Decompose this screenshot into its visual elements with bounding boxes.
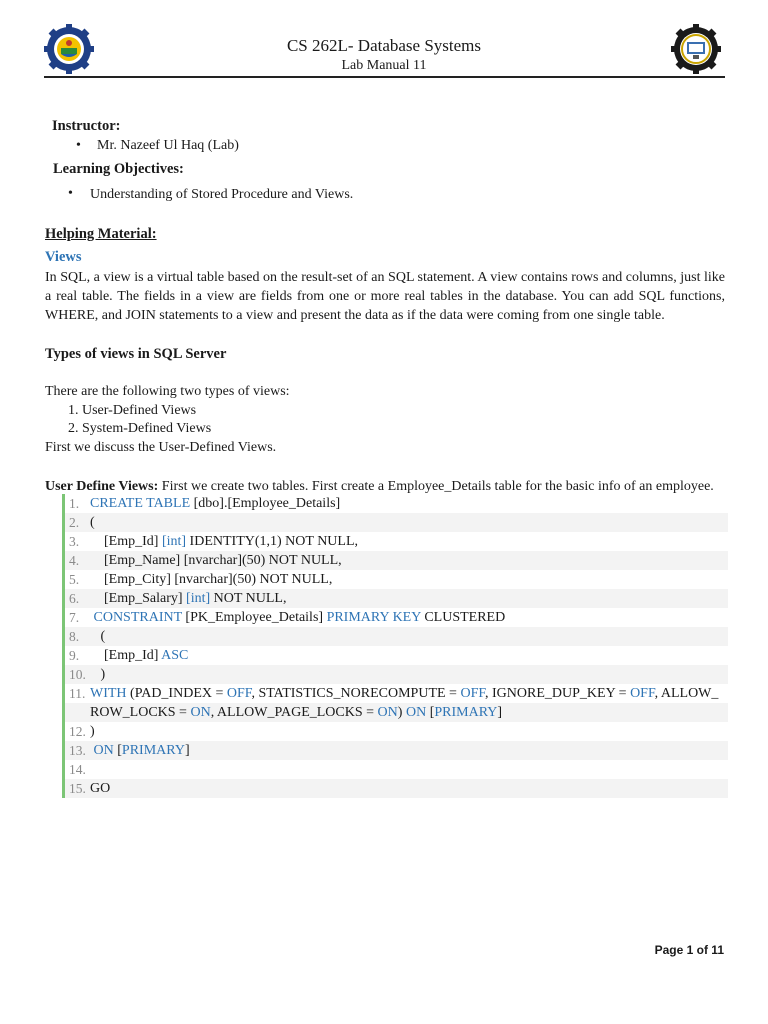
sql-keyword: PRIMARY KEY (326, 610, 421, 625)
sql-token: , ALLOW_ (654, 686, 719, 701)
code-text (90, 608, 505, 627)
code-line (65, 741, 728, 760)
sql-token: [Emp_Name] [nvarchar](50) NOT NULL, (90, 553, 342, 568)
instructor-label: Instructor: (52, 118, 121, 134)
types-intro: There are the following two types of views: (45, 384, 290, 399)
code-line (65, 779, 728, 798)
code-line (65, 551, 728, 570)
user-define-label: User Define Views: (45, 479, 159, 494)
code-text (90, 703, 502, 722)
types-heading: Types of views in SQL Server (45, 346, 227, 362)
line-number: 13. (69, 743, 86, 758)
user-define-text: First we create two tables. First create a Employee_Details table for the basic info of an employee. (158, 479, 714, 494)
types-list-item: 2. System-Defined Views (68, 421, 212, 436)
sql-token: ROW_LOCKS = (90, 705, 191, 720)
sql-keyword: CONSTRAINT (90, 610, 182, 625)
sql-keyword: ON (90, 743, 114, 758)
line-number: 6. (69, 591, 80, 606)
code-line (65, 513, 728, 532)
user-define-line (45, 479, 714, 495)
sql-code-block (62, 494, 728, 798)
sql-token: [PK_Employee_Details] (181, 610, 327, 625)
code-line (65, 589, 728, 608)
helping-material-heading: Helping Material: (45, 226, 157, 242)
line-number: 8. (69, 629, 80, 644)
bullet-icon: • (68, 186, 73, 201)
department-seal-icon (671, 24, 721, 74)
code-text (90, 684, 718, 703)
code-line (65, 627, 728, 646)
code-line (65, 760, 728, 779)
sql-token: , STATISTICS_NORECOMPUTE = (251, 686, 461, 701)
sql-keyword: ASC (161, 648, 189, 663)
line-number: 11. (69, 686, 86, 701)
code-line (65, 722, 728, 741)
sql-token: ] (184, 743, 190, 758)
code-text (90, 646, 188, 665)
code-line (65, 570, 728, 589)
code-text (90, 722, 95, 741)
sql-keyword: ON (405, 705, 427, 720)
sql-token: ) (90, 724, 95, 739)
sql-token: [Emp_Salary] (90, 591, 187, 606)
code-line (65, 703, 728, 722)
line-number: 2. (69, 515, 80, 530)
sql-token: ) (90, 667, 106, 682)
code-line (65, 532, 728, 551)
code-text (90, 779, 110, 798)
objective-item: Understanding of Stored Procedure and Views. (90, 187, 354, 202)
sql-token: [ (426, 705, 435, 720)
sql-keyword: [int] (186, 591, 211, 606)
sql-token: ( (90, 629, 106, 644)
code-text (90, 665, 105, 684)
code-text (90, 589, 286, 608)
code-line (65, 684, 728, 703)
sql-token: ] (497, 705, 503, 720)
code-line (65, 608, 728, 627)
sql-keyword: ON (190, 705, 211, 720)
sql-token: CLUSTERED (420, 610, 506, 625)
code-line (65, 494, 728, 513)
line-number: 12. (69, 724, 86, 739)
code-text (90, 551, 342, 570)
views-heading: Views (45, 249, 82, 265)
code-text (90, 494, 340, 513)
code-text (90, 532, 358, 551)
line-number: 4. (69, 553, 80, 568)
sql-keyword: WITH (90, 686, 127, 701)
code-line (65, 665, 728, 684)
sql-token: GO (90, 781, 111, 796)
code-text (90, 741, 190, 760)
line-number: 15. (69, 781, 86, 796)
line-number: 9. (69, 648, 80, 663)
objectives-label: Learning Objectives: (53, 161, 184, 177)
sql-keyword: OFF (630, 686, 655, 701)
code-line (65, 646, 728, 665)
views-paragraph: In SQL, a view is a virtual table based on the result-set of an SQL statement. A view contains rows and columns, just like a real table. The fields in a view are fields from one or more real tables in the database. You can add SQL functions, WHERE, and JOIN statements to a view and present the data as if the data were coming from one single table. (45, 270, 725, 323)
instructor-name: Mr. Nazeef Ul Haq (Lab) (97, 138, 239, 153)
code-text (90, 570, 332, 589)
line-number: 1. (69, 496, 80, 511)
sql-token: [ (113, 743, 122, 758)
sql-token: , ALLOW_PAGE_LOCKS = (210, 705, 378, 720)
sql-token: ) (397, 705, 406, 720)
sql-keyword: ON (377, 705, 398, 720)
sql-token: [dbo].[Employee_Details] (190, 496, 341, 511)
sql-keyword: OFF (226, 686, 252, 701)
sql-keyword: PRIMARY (434, 705, 498, 720)
line-number: 3. (69, 534, 80, 549)
sql-token: IDENTITY(1,1) NOT NULL, (186, 534, 359, 549)
sql-token: , IGNORE_DUP_KEY = (485, 686, 631, 701)
sql-token: ( (90, 515, 95, 530)
line-number: 10. (69, 667, 86, 682)
sql-keyword: [int] (161, 534, 187, 549)
bullet-icon: • (76, 138, 81, 153)
sql-keyword: CREATE TABLE (90, 496, 191, 511)
sql-token: [Emp_City] [nvarchar](50) NOT NULL, (90, 572, 333, 587)
types-note: First we discuss the User-Defined Views. (45, 440, 277, 455)
sql-token: [Emp_Id] (90, 648, 162, 663)
code-text (90, 513, 95, 532)
line-number: 7. (69, 610, 80, 625)
line-number: 5. (69, 572, 80, 587)
page-number: Page 1 of 11 (654, 943, 724, 957)
code-text (90, 627, 105, 646)
header-divider (44, 76, 725, 78)
sql-keyword: OFF (460, 686, 486, 701)
line-number: 14. (69, 762, 86, 777)
sql-token: NOT NULL, (210, 591, 287, 606)
sql-token: (PAD_INDEX = (126, 686, 227, 701)
course-title: CS 262L- Database Systems (286, 36, 482, 55)
sql-keyword: PRIMARY (121, 743, 185, 758)
sql-token: [Emp_Id] (90, 534, 162, 549)
types-list-item: 1. User-Defined Views (68, 403, 197, 418)
lab-manual-label: Lab Manual 11 (341, 58, 427, 73)
